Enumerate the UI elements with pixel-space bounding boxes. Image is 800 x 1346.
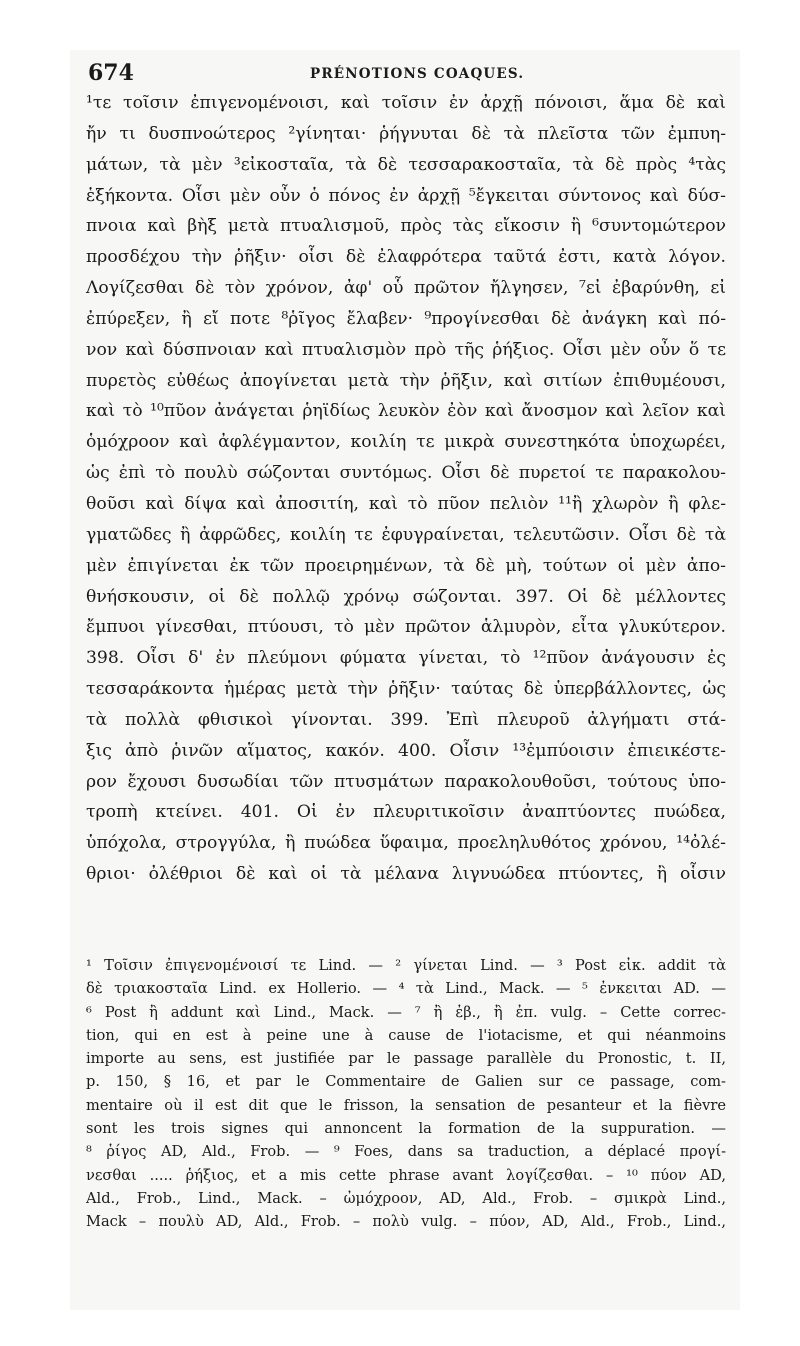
page-number: 674 xyxy=(88,60,134,86)
text-line: τεσσαράκοντα ἡμέρας μετὰ τὴν ῥῆξιν· ταύτας δὲ ὑπερβάλλοντες, ὡς xyxy=(86,679,726,700)
text-line: ὁμόχροον καὶ ἀφλέγμαντον, κοιλίη τε μικρὰ συνεστηκότα ὑποχωρέει, xyxy=(86,432,726,453)
text-line: ρον ἔχουσι δυσωδίαι τῶν πτυσμάτων παρακολουθοῦσι, τούτους ὑπο- xyxy=(86,771,726,792)
text-line: καὶ τὸ ¹⁰πῦον ἀνάγεται ῥηϊδίως λευκὸν ἐὸν καὶ ἄνοσμον καὶ λεῖον καὶ xyxy=(86,401,726,422)
text-line: ἑξήκοντα. Οἷσι μὲν οὖν ὁ πόνος ἐν ἀρχῇ ⁵ἔγκειται σύντονος καὶ δύσ- xyxy=(86,185,726,206)
text-line: ἔμπυοι γίνεσθαι, πτύουσι, τὸ μὲν πρῶτον ἁλμυρὸν, εἶτα γλυκύτερον. xyxy=(86,617,726,638)
text-line: ξις ἀπὸ ῥινῶν αἵματος, κακόν. 400. Οἷσιν ¹³ἐμπύοισιν ἐπιεικέστε- xyxy=(86,740,726,761)
footnote-line: Ald., Frob., Lind., Mack. – ὠμόχροον, AD, Ald., Frob. – σμικρὰ Lind., xyxy=(86,1189,726,1207)
text-line: προσδέχου τὴν ῥῆξιν· οἷσι δὲ ἐλαφρότερα ταῦτά ἐστι, κατὰ λόγον. xyxy=(86,247,726,268)
text-line: τὰ πολλὰ φθισικοὶ γίνονται. 399. Ἐπὶ πλευροῦ ἀλγήματι στά- xyxy=(86,709,726,730)
text-line: γματῶδες ἢ ἀφρῶδες, κοιλίη τε ἐφυγραίνεται, τελευτῶσιν. Οἷσι δὲ τὰ xyxy=(86,524,726,545)
text-line: ὑπόχολα, στρογγύλα, ἢ πυώδεα ὕφαιμα, προεληλυθότος χρόνου, ¹⁴ὀλέ- xyxy=(86,833,726,854)
text-line: ἤν τι δυσπνοώτερος ²γίνηται· ῥήγνυται δὲ τὰ πλεῖστα τῶν ἐμπυη- xyxy=(86,123,726,144)
text-line: ὡς ἐπὶ τὸ πουλὺ σώζονται συντόμως. Οἷσι δὲ πυρετοί τε παρακολου- xyxy=(86,463,726,484)
footnote-line: νεσθαι ..... ῥήξιος, et a mis cette phrase avant λογίζεσθαι. – ¹⁰ πύον AD, xyxy=(86,1166,726,1184)
text-line: τροπὴ κτείνει. 401. Οἱ ἐν πλευριτικοῖσιν ἀναπτύοντες πυώδεα, xyxy=(86,802,726,823)
footnote-line: ¹ Τοῖσιν ἐπιγενομένοισί τε Lind. — ² γίνεται Lind. — ³ Post εἰκ. addit τὰ xyxy=(86,957,726,974)
text-line: θοῦσι καὶ δίψα καὶ ἀποσιτίη, καὶ τὸ πῦον πελιὸν ¹¹ἢ χλωρὸν ἢ φλε- xyxy=(86,493,726,514)
footnote-line: mentaire où il est dit que le frisson, la sensation de pesanteur et la fièvre xyxy=(86,1096,726,1114)
footnote-line: Mack – πουλὺ AD, Ald., Frob. – πολὺ vulg. – πύον, AD, Ald., Frob., Lind., xyxy=(86,1213,726,1231)
footnote-line: ⁸ ῥίγος AD, Ald., Frob. — ⁹ Foes, dans sa traduction, a déplacé προγί- xyxy=(86,1143,726,1161)
page-header xyxy=(70,56,730,86)
text-line: μὲν ἐπιγίνεται ἐκ τῶν προειρημένων, τὰ δὲ μὴ, τούτων οἱ μὲν ἀπο- xyxy=(86,555,726,576)
text-line: Λογίζεσθαι δὲ τὸν χρόνον, ἀφ' οὗ πρῶτον ἤλγησεν, ⁷εἰ ἐβαρύνθη, εἰ xyxy=(86,278,726,299)
text-line: ¹τε τοῖσιν ἐπιγενομένοισι, καὶ τοῖσιν ἐν ἀρχῇ πόνοισι, ἅμα δὲ καὶ xyxy=(86,93,726,113)
book-page xyxy=(70,50,740,1310)
text-line: θριοι· ὀλέθριοι δὲ καὶ οἱ τὰ μέλανα λιγνυώδεα πτύοντες, ἢ οἷσιν xyxy=(86,864,726,885)
text-line: θνήσκουσιν, οἱ δὲ πολλῷ χρόνῳ σώζονται. 397. Οἱ δὲ μέλλοντες xyxy=(86,586,726,607)
text-line: 398. Οἷσι δ' ἐν πλεύμονι φύματα γίνεται, τὸ ¹²πῦον ἀνάγουσιν ἐς xyxy=(86,648,726,669)
footnote-line: p. 150, § 16, et par le Commentaire de Galien sur ce passage, com- xyxy=(86,1073,726,1091)
text-line: ἐπύρεξεν, ἢ εἴ ποτε ⁸ῥῖγος ἔλαβεν· ⁹προγίνεσθαι δὲ ἀνάγκη καὶ πό- xyxy=(86,308,726,329)
footnote-line: sont les trois signes qui annoncent la formation de la suppuration. — xyxy=(86,1120,726,1138)
footnote-line: importe au sens, est justifiée par le passage parallèle du Pronostic, t. II, xyxy=(86,1050,726,1068)
greek-body-text xyxy=(86,88,726,890)
footnote-line: δὲ τριακοσταῖα Lind. ex Hollerio. — ⁴ τὰ Lind., Mack. — ⁵ ἐνκειται AD. — xyxy=(86,980,726,998)
footnote-line: ⁶ Post ἢ addunt καὶ Lind., Mack. — ⁷ ἢ ἐβ., ἢ ἐπ. vulg. – Cette correc- xyxy=(86,1003,726,1021)
running-title: PRÉNOTIONS COAQUES. xyxy=(310,66,525,82)
text-line: πυρετὸς εὐθέως ἀπογίνεται μετὰ τὴν ῥῆξιν, καὶ σιτίων ἐπιθυμέουσι, xyxy=(86,370,726,391)
text-line: πνοια καὶ βὴξ μετὰ πτυαλισμοῦ, πρὸς τὰς εἴκοσιν ἢ ⁶συντομώτερον xyxy=(86,216,726,237)
footnotes xyxy=(86,954,726,1234)
footnote-line: tion, qui en est à peine une à cause de l'iotacisme, et qui néanmoins xyxy=(86,1026,726,1044)
text-line: νον καὶ δύσπνοιαν καὶ πτυαλισμὸν πρὸ τῆς ῥήξιος. Οἷσι μὲν οὖν ὅ τε xyxy=(86,339,726,360)
text-line: μάτων, τὰ μὲν ³εἰκοσταῖα, τὰ δὲ τεσσαρακοσταῖα, τὰ δὲ πρὸς ⁴τὰς xyxy=(86,154,726,175)
